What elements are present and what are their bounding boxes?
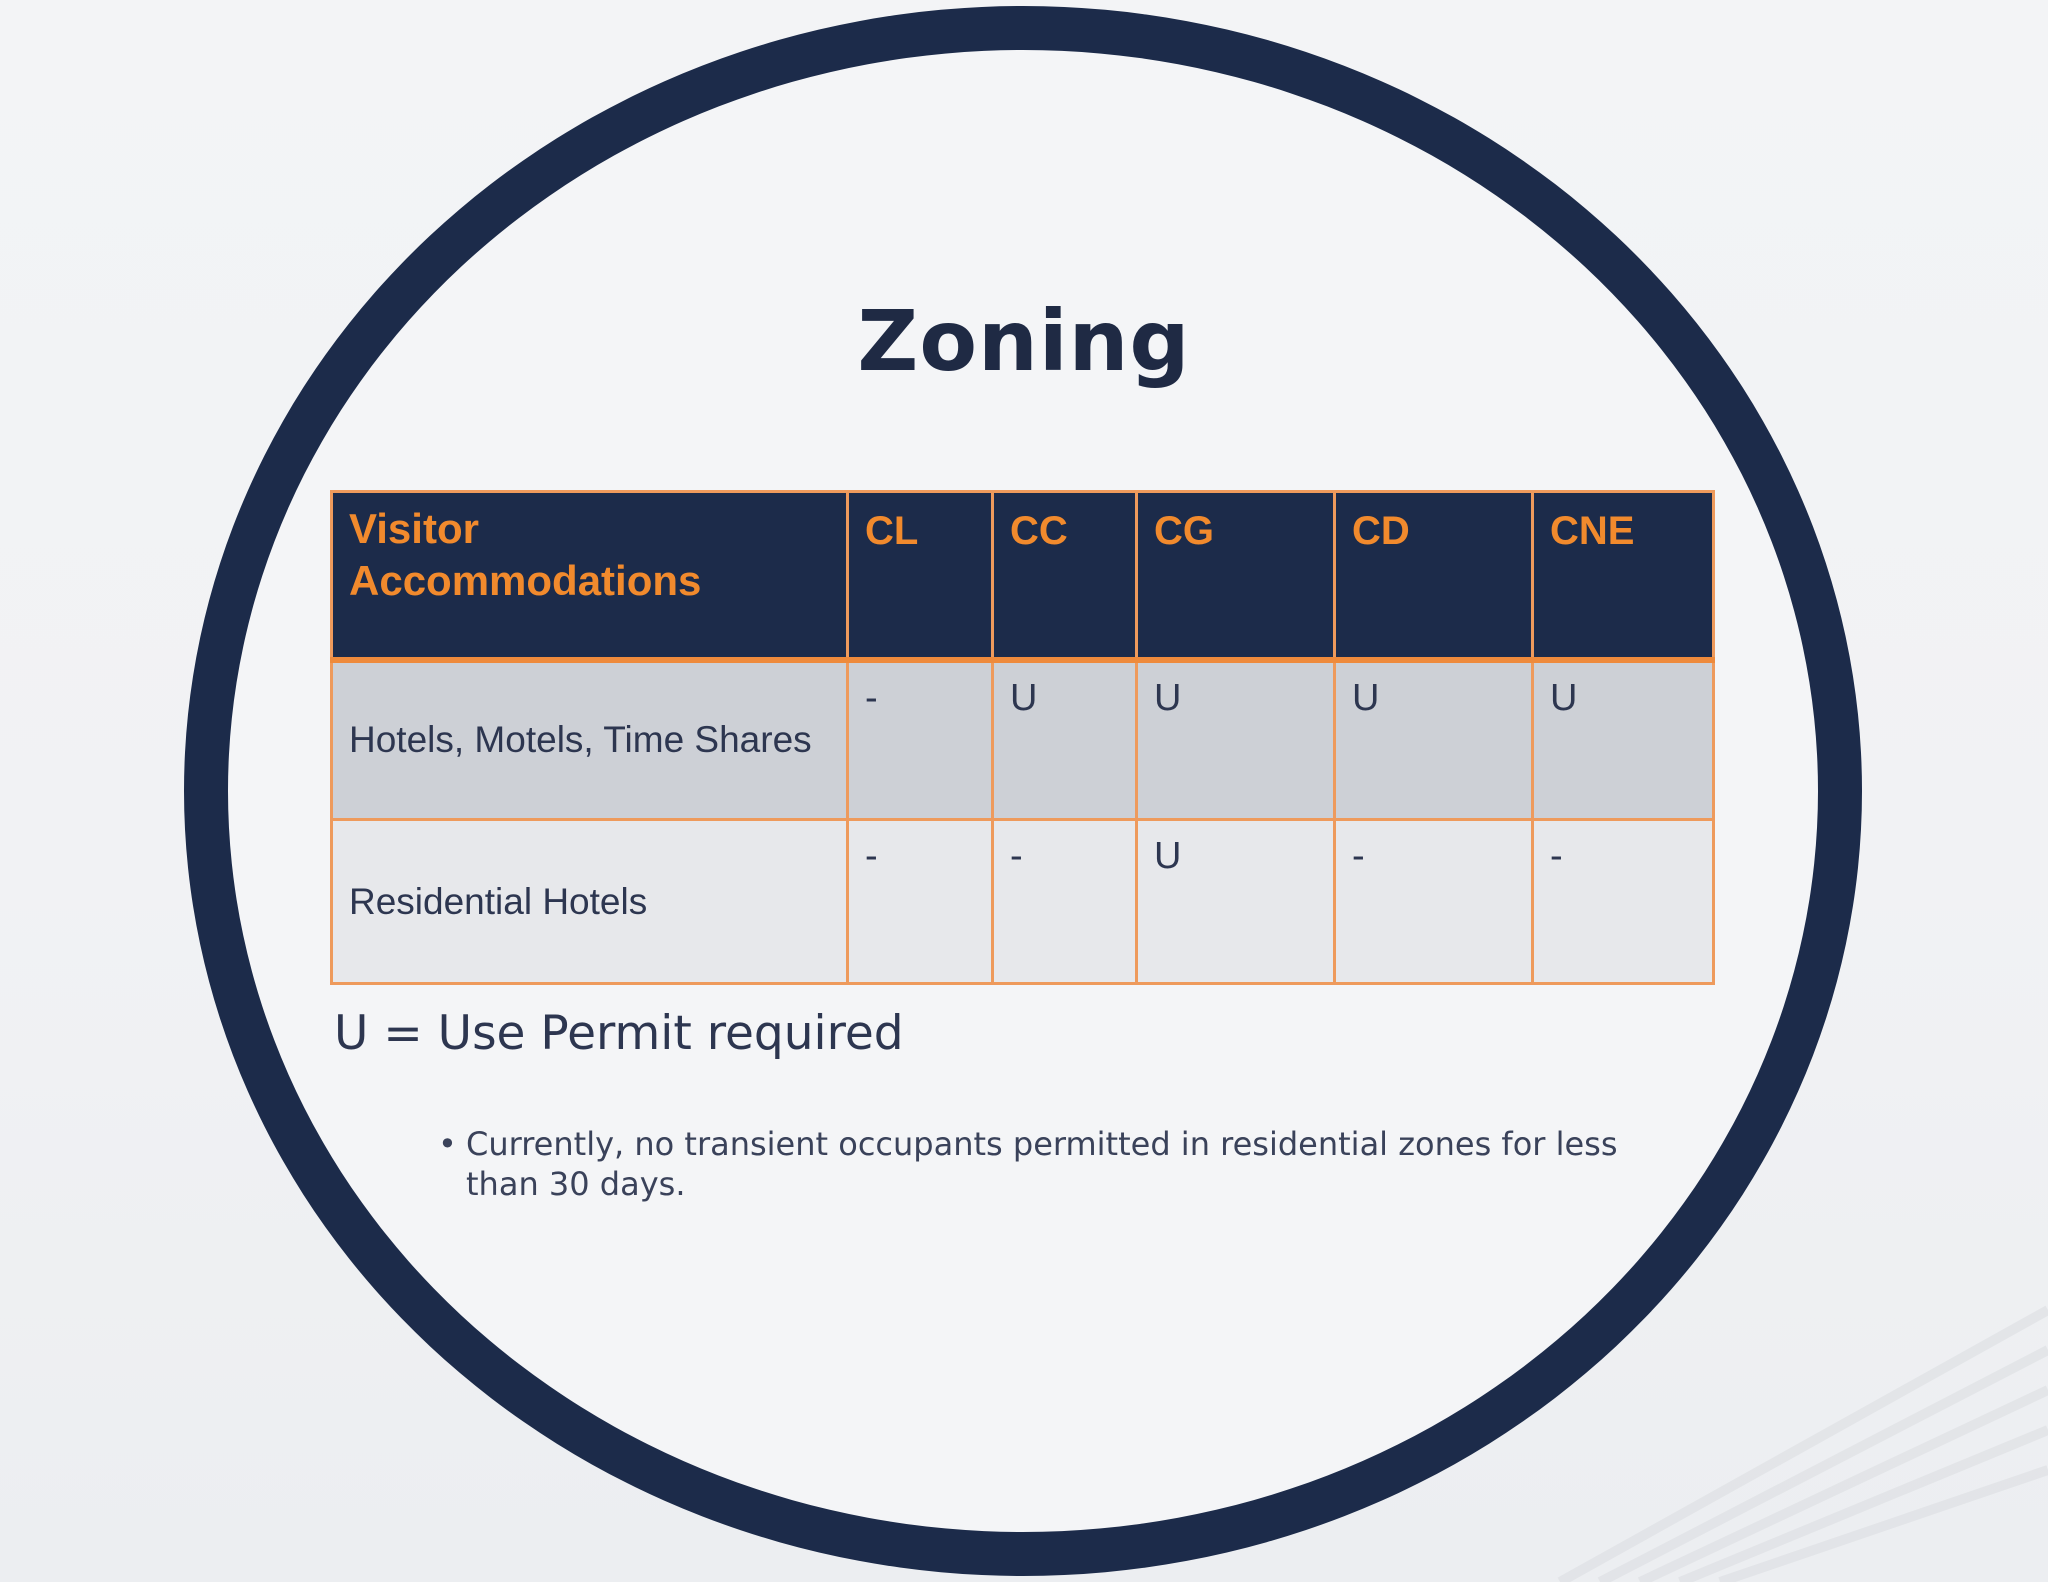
cell-value: U xyxy=(993,660,1137,820)
header-cd: CD xyxy=(1335,492,1533,660)
header-cg: CG xyxy=(1137,492,1335,660)
header-cl: CL xyxy=(848,492,993,660)
note-text: Currently, no transient occupants permitted in residential zones for less than 30 days. xyxy=(466,1125,1618,1203)
table-row xyxy=(332,820,1714,984)
table-row xyxy=(332,660,1714,820)
slide-title: Zoning xyxy=(857,292,1191,390)
cell-value: - xyxy=(848,820,993,984)
cell-value: U xyxy=(1137,660,1335,820)
cell-value: - xyxy=(993,820,1137,984)
row-label: Hotels, Motels, Time Shares xyxy=(332,660,848,820)
cell-value: U xyxy=(1335,660,1533,820)
header-cc: CC xyxy=(993,492,1137,660)
table-header-row xyxy=(332,492,1714,660)
bullet-icon: • xyxy=(438,1125,457,1163)
legend-text: U = Use Permit required xyxy=(334,1006,904,1061)
row-label: Residential Hotels xyxy=(332,820,848,984)
cell-value: U xyxy=(1533,660,1714,820)
cell-value: - xyxy=(1335,820,1533,984)
header-visitor-accommodations: Visitor Accommodations xyxy=(332,492,848,660)
cell-value: - xyxy=(848,660,993,820)
cell-value: - xyxy=(1533,820,1714,984)
zoning-table xyxy=(330,490,1715,985)
note-bullet-item xyxy=(438,1124,1618,1204)
header-cne: CNE xyxy=(1533,492,1714,660)
cell-value: U xyxy=(1137,820,1335,984)
